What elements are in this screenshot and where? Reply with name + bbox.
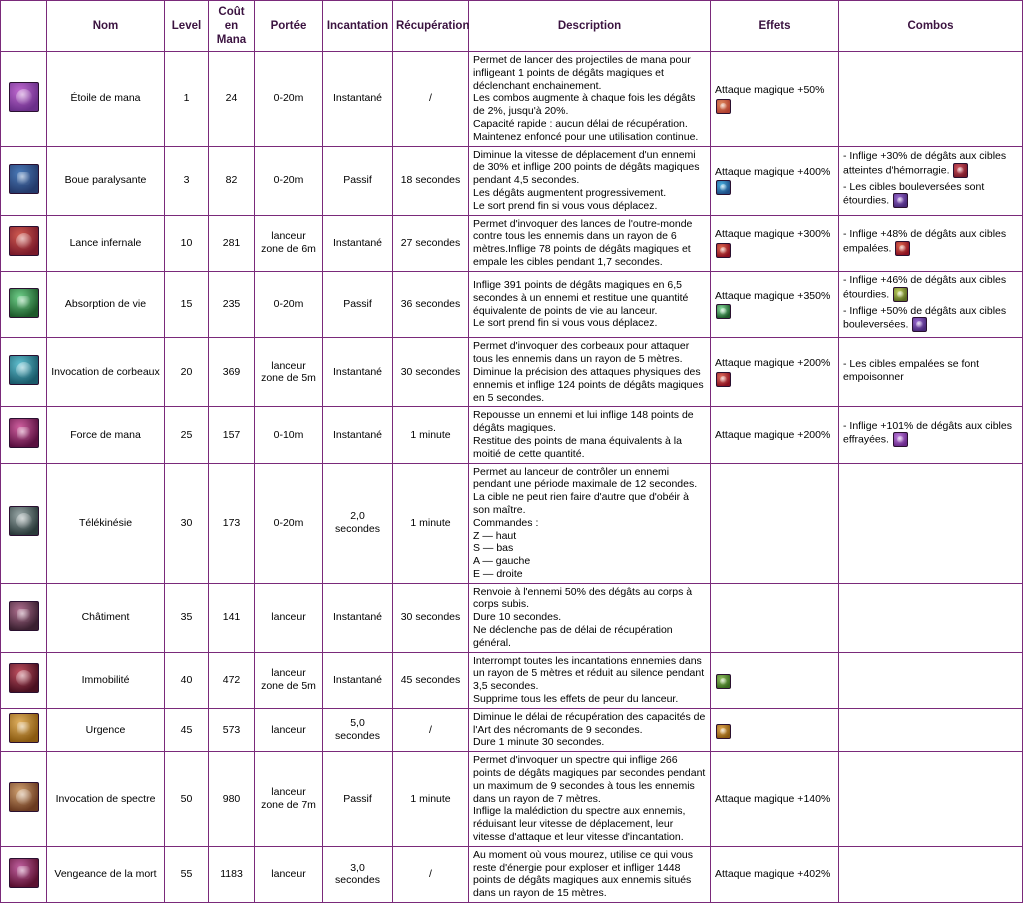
spell-mana-cost: 281 bbox=[209, 215, 255, 271]
combo-etourdi-icon bbox=[893, 287, 908, 302]
combo-line: - Inflige +48% de dégâts aux cibles empalées. bbox=[843, 227, 1007, 254]
effect-icons bbox=[715, 674, 834, 689]
spell-description bbox=[469, 708, 711, 751]
spell-description bbox=[469, 583, 711, 652]
table-row bbox=[1, 338, 1023, 407]
description-line: E — droite bbox=[473, 567, 523, 580]
combo-line: - Inflige +101% de dégâts aux cibles effrayées. bbox=[843, 419, 1012, 446]
table-header bbox=[1, 1, 1023, 52]
effect-line: Attaque magique +200% bbox=[715, 357, 831, 370]
spell-cast-time: 2,0 secondes bbox=[323, 463, 393, 583]
description-line: Le sort prend fin si vous vous déplacez. bbox=[473, 317, 658, 330]
spell-name: Invocation de spectre bbox=[47, 752, 165, 847]
spell-effects bbox=[711, 52, 839, 147]
spell-level: 20 bbox=[165, 338, 209, 407]
combo-line: - Inflige +50% de dégâts aux cibles bouleversées. bbox=[843, 304, 1007, 331]
description-line: Inflige la malédiction du spectre aux ennemis, réduisant leur vitesse de déplacement, leur vitesse d'attaque et leur vitesse d'incantation. bbox=[473, 805, 686, 844]
spell-range: lanceur zone de 7m bbox=[255, 752, 323, 847]
combo-line: - Inflige +46% de dégâts aux cibles étourdies. bbox=[843, 273, 1007, 300]
spell-range: lanceur bbox=[255, 846, 323, 902]
spell-effects bbox=[711, 463, 839, 583]
spell-level: 25 bbox=[165, 407, 209, 463]
spell-mana-cost: 472 bbox=[209, 652, 255, 708]
spell-cast-time: Instantané bbox=[323, 583, 393, 652]
chatiment-icon bbox=[9, 601, 39, 631]
spell-level: 50 bbox=[165, 752, 209, 847]
spell-effects bbox=[711, 583, 839, 652]
description-line: Maintenez enfoncé pour une utilisation continue. bbox=[473, 130, 699, 143]
effect-line: Attaque magique +402% bbox=[715, 868, 831, 881]
vengeance-de-la-mort-icon bbox=[9, 858, 39, 888]
telekinesie-icon bbox=[9, 506, 39, 536]
spell-mana-cost: 157 bbox=[209, 407, 255, 463]
spell-cast-time: Instantané bbox=[323, 652, 393, 708]
description-line: Interrompt toutes les incantations ennemies dans un rayon de 5 mètres et réduit au silence pendant 3,5 secondes. bbox=[473, 654, 705, 693]
spell-cooldown: 1 minute bbox=[393, 463, 469, 583]
spell-icon-cell[interactable] bbox=[1, 583, 47, 652]
spell-icon-cell[interactable] bbox=[1, 146, 47, 215]
spell-mana-cost: 369 bbox=[209, 338, 255, 407]
description-line: Diminue la vitesse de déplacement d'un ennemi de 30% et inflige 200 points de dégâts magiques pendant 4,5 secondes. bbox=[473, 148, 700, 187]
spell-cooldown: 1 minute bbox=[393, 752, 469, 847]
description-line: Les combos augmente à chaque fois les dégâts de 2%, jusqu'à 20%. bbox=[473, 92, 696, 118]
spell-cooldown: 30 secondes bbox=[393, 583, 469, 652]
description-line: Diminue la précision des attaques physiques des ennemis et inflige 124 points de dégâts magiques en 5 secondes. bbox=[473, 365, 704, 404]
header-description: Description bbox=[469, 1, 711, 52]
effet-silence-icon bbox=[716, 674, 731, 689]
spell-level: 55 bbox=[165, 846, 209, 902]
effect-line: Attaque magique +300% bbox=[715, 228, 831, 241]
spell-range: 0-20m bbox=[255, 463, 323, 583]
effet-corbeaux-icon bbox=[716, 372, 731, 387]
header-row bbox=[1, 1, 1023, 52]
spell-cooldown: 27 secondes bbox=[393, 215, 469, 271]
description-line: Z — haut bbox=[473, 529, 517, 542]
spell-combos bbox=[839, 52, 1023, 147]
spell-icon-cell[interactable] bbox=[1, 215, 47, 271]
header-level: Level bbox=[165, 1, 209, 52]
effect-icons bbox=[715, 304, 834, 319]
description-line: Le sort prend fin si vous vous déplacez. bbox=[473, 199, 658, 212]
header-effets: Effets bbox=[711, 1, 839, 52]
table-row bbox=[1, 652, 1023, 708]
effect-line: Attaque magique +50% bbox=[715, 83, 825, 96]
description-line: Permet de lancer des projectiles de mana pour infligeant 1 points de dégâts magiques et déclenchant enchainement. bbox=[473, 54, 691, 92]
spell-mana-cost: 141 bbox=[209, 583, 255, 652]
spell-description bbox=[469, 652, 711, 708]
effet-empalement-icon bbox=[716, 243, 731, 258]
spell-description bbox=[469, 752, 711, 847]
spell-level: 1 bbox=[165, 52, 209, 147]
spell-combos bbox=[839, 215, 1023, 271]
spell-name: Lance infernale bbox=[47, 215, 165, 271]
spell-cast-time: Passif bbox=[323, 752, 393, 847]
spell-mana-cost: 235 bbox=[209, 271, 255, 338]
spell-cooldown: / bbox=[393, 846, 469, 902]
spell-description bbox=[469, 463, 711, 583]
spell-cooldown: / bbox=[393, 52, 469, 147]
effet-attaque-magique-icon bbox=[716, 99, 731, 114]
description-line: S — bas bbox=[473, 542, 514, 555]
spell-description bbox=[469, 271, 711, 338]
spell-cooldown: 36 secondes bbox=[393, 271, 469, 338]
header-portee: Portée bbox=[255, 1, 323, 52]
spell-combos bbox=[839, 652, 1023, 708]
effect-icons bbox=[715, 243, 834, 258]
spell-combos bbox=[839, 846, 1023, 902]
effect-icons bbox=[715, 372, 834, 387]
effect-icons bbox=[715, 724, 834, 739]
spell-effects bbox=[711, 271, 839, 338]
description-line: Permet au lanceur de contrôler un ennemi pendant une période maximale de 12 secondes. bbox=[473, 465, 698, 491]
spell-description bbox=[469, 215, 711, 271]
spell-icon-cell[interactable] bbox=[1, 846, 47, 902]
lance-infernale-icon bbox=[9, 226, 39, 256]
spell-cast-time: Instantané bbox=[323, 215, 393, 271]
header-incantation: Incantation bbox=[323, 1, 393, 52]
description-line: La cible ne peut rien faire d'autre que d'obéir à son maître. bbox=[473, 491, 689, 516]
spell-combos bbox=[839, 271, 1023, 338]
combo-line: - Inflige +30% de dégâts aux cibles atteintes d'hémorragie. bbox=[843, 149, 1007, 176]
description-line: Permet d'invoquer un spectre qui inflige 266 points de dégâts magiques par secondes pendant un maximum de 9 secondes à tous les ennemis dans un rayon de 7 mètres. bbox=[473, 754, 706, 805]
description-line: Repousse un ennemi et lui inflige 148 points de dégâts magiques. bbox=[473, 409, 694, 435]
spell-icon-cell[interactable] bbox=[1, 338, 47, 407]
combo-bouleverse-icon bbox=[912, 317, 927, 332]
spell-name: Immobilité bbox=[47, 652, 165, 708]
spell-level: 45 bbox=[165, 708, 209, 751]
header-cout-line1: Coût bbox=[218, 5, 245, 18]
spell-icon-cell[interactable] bbox=[1, 271, 47, 338]
spell-name: Télékinésie bbox=[47, 463, 165, 583]
effect-line: Attaque magique +350% bbox=[715, 289, 831, 302]
spell-combos bbox=[839, 708, 1023, 751]
table-row bbox=[1, 583, 1023, 652]
effect-icons bbox=[715, 99, 834, 114]
spell-cast-time: Passif bbox=[323, 271, 393, 338]
description-line: Au moment où vous mourez, utilise ce qui vous reste d'énergie pour exploser et infliger 1448 points de dégâts magiques aux ennemis situés dans un rayon de 15 mètres. bbox=[473, 848, 694, 900]
spell-level: 40 bbox=[165, 652, 209, 708]
force-de-mana-icon bbox=[9, 418, 39, 448]
absorption-de-vie-icon bbox=[9, 288, 39, 318]
spell-range: lanceur zone de 6m bbox=[255, 215, 323, 271]
spell-name: Boue paralysante bbox=[47, 146, 165, 215]
spell-name: Châtiment bbox=[47, 583, 165, 652]
spell-cast-time: Instantané bbox=[323, 338, 393, 407]
spell-cast-time: Instantané bbox=[323, 52, 393, 147]
spell-range: lanceur bbox=[255, 583, 323, 652]
spell-mana-cost: 173 bbox=[209, 463, 255, 583]
description-line: Ne déclenche pas de délai de récupération général. bbox=[473, 624, 673, 649]
spell-level: 30 bbox=[165, 463, 209, 583]
spell-cooldown: 45 secondes bbox=[393, 652, 469, 708]
spell-effects bbox=[711, 752, 839, 847]
spell-range: lanceur bbox=[255, 708, 323, 751]
description-line: Inflige 391 points de dégâts magiques en 6,5 secondes à un ennemi et restitue une quantité équivalente de points de vie au lanceur. bbox=[473, 278, 689, 317]
spell-description bbox=[469, 146, 711, 215]
effect-line: Attaque magique +400% bbox=[715, 165, 831, 178]
effect-icons bbox=[715, 180, 834, 195]
spell-name: Force de mana bbox=[47, 407, 165, 463]
spell-icon-cell[interactable] bbox=[1, 463, 47, 583]
spell-cast-time: Passif bbox=[323, 146, 393, 215]
table-row bbox=[1, 752, 1023, 847]
spell-cast-time: 3,0 secondes bbox=[323, 846, 393, 902]
header-nom: Nom bbox=[47, 1, 165, 52]
table-row bbox=[1, 146, 1023, 215]
spell-effects bbox=[711, 407, 839, 463]
header-cout-line3: Mana bbox=[216, 34, 247, 46]
table-row bbox=[1, 463, 1023, 583]
spell-mana-cost: 24 bbox=[209, 52, 255, 147]
spell-name: Vengeance de la mort bbox=[47, 846, 165, 902]
spell-cooldown: 1 minute bbox=[393, 407, 469, 463]
effet-magique-bleu-icon bbox=[716, 180, 731, 195]
etoile-de-mana-icon bbox=[9, 82, 39, 112]
description-line: Restitue des points de mana équivalents à la moitié de cette quantité. bbox=[473, 434, 682, 460]
header-cout-en-mana bbox=[209, 1, 255, 52]
description-line: Diminue le délai de récupération des capacités de l'Art des nécromants de 9 secondes. bbox=[473, 710, 706, 736]
effect-line: Attaque magique +200% bbox=[715, 428, 831, 441]
description-line: Permet d'invoquer des lances de l'outre-monde contre tous les ennemis dans un rayon de 6 mètres.Inflige 78 points de dégâts magiques et empale les cibles pendant 1,7 secondes. bbox=[473, 217, 693, 268]
spell-combos bbox=[839, 583, 1023, 652]
effet-absorption-icon bbox=[716, 304, 731, 319]
combo-effraye-icon bbox=[893, 432, 908, 447]
combo-bouleverse-icon bbox=[893, 193, 908, 208]
header-combos: Combos bbox=[839, 1, 1023, 52]
immobilite-icon bbox=[9, 663, 39, 693]
spell-icon-cell[interactable] bbox=[1, 708, 47, 751]
spell-description bbox=[469, 52, 711, 147]
invocation-de-corbeaux-icon bbox=[9, 355, 39, 385]
spell-level: 10 bbox=[165, 215, 209, 271]
table-row bbox=[1, 271, 1023, 338]
table-row bbox=[1, 708, 1023, 751]
spell-combos bbox=[839, 463, 1023, 583]
spell-icon-cell[interactable] bbox=[1, 752, 47, 847]
description-line: Commandes : bbox=[473, 516, 539, 529]
spell-mana-cost: 82 bbox=[209, 146, 255, 215]
spell-icon-cell[interactable] bbox=[1, 652, 47, 708]
table-body bbox=[1, 52, 1023, 903]
spell-mana-cost: 980 bbox=[209, 752, 255, 847]
spell-name: Urgence bbox=[47, 708, 165, 751]
spell-effects bbox=[711, 146, 839, 215]
header-recuperation: Récupération bbox=[393, 1, 469, 52]
spell-range: lanceur zone de 5m bbox=[255, 652, 323, 708]
spell-cast-time: Instantané bbox=[323, 407, 393, 463]
header-icon bbox=[1, 1, 47, 52]
combo-empale-icon bbox=[895, 241, 910, 256]
description-line: A — gauche bbox=[473, 555, 531, 568]
spell-effects bbox=[711, 708, 839, 751]
spell-description bbox=[469, 846, 711, 902]
description-line: Permet d'invoquer des corbeaux pour attaquer tous les ennemis dans un rayon de 5 mètres. bbox=[473, 340, 690, 366]
spell-icon-cell[interactable] bbox=[1, 407, 47, 463]
spell-range: 0-10m bbox=[255, 407, 323, 463]
spell-level: 15 bbox=[165, 271, 209, 338]
description-line: Dure 10 secondes. bbox=[473, 611, 562, 624]
combo-line: - Les cibles bouleversées sont étourdies. bbox=[843, 180, 985, 207]
header-cout-line2: en bbox=[224, 19, 239, 32]
spell-effects bbox=[711, 846, 839, 902]
urgence-icon bbox=[9, 713, 39, 743]
description-line: Supprime tous les effets de peur du lanceur. bbox=[473, 693, 679, 706]
description-line: Capacité rapide : aucun délai de récupération. bbox=[473, 117, 688, 130]
combo-line: - Les cibles empalées se font empoisonner bbox=[843, 358, 979, 383]
spell-cooldown: / bbox=[393, 708, 469, 751]
spell-combos bbox=[839, 146, 1023, 215]
spell-range: lanceur zone de 5m bbox=[255, 338, 323, 407]
boue-paralysante-icon bbox=[9, 164, 39, 194]
spell-name: Étoile de mana bbox=[47, 52, 165, 147]
spell-combos bbox=[839, 752, 1023, 847]
table-row bbox=[1, 846, 1023, 902]
table-row bbox=[1, 52, 1023, 147]
spell-description bbox=[469, 338, 711, 407]
spell-effects bbox=[711, 215, 839, 271]
spell-description bbox=[469, 407, 711, 463]
spell-level: 35 bbox=[165, 583, 209, 652]
spell-range: 0-20m bbox=[255, 146, 323, 215]
spell-mana-cost: 1183 bbox=[209, 846, 255, 902]
invocation-de-spectre-icon bbox=[9, 782, 39, 812]
description-line: Dure 1 minute 30 secondes. bbox=[473, 736, 605, 749]
spell-combos bbox=[839, 338, 1023, 407]
spell-cast-time: 5,0 secondes bbox=[323, 708, 393, 751]
spell-cooldown: 30 secondes bbox=[393, 338, 469, 407]
spell-combos bbox=[839, 407, 1023, 463]
table-row bbox=[1, 407, 1023, 463]
spell-name: Invocation de corbeaux bbox=[47, 338, 165, 407]
description-line: Renvoie à l'ennemi 50% des dégâts au corps à corps subis. bbox=[473, 585, 693, 611]
spell-effects bbox=[711, 652, 839, 708]
spell-icon-cell[interactable] bbox=[1, 52, 47, 147]
spell-effects bbox=[711, 338, 839, 407]
spell-mana-cost: 573 bbox=[209, 708, 255, 751]
spell-name: Absorption de vie bbox=[47, 271, 165, 338]
effect-line: Attaque magique +140% bbox=[715, 792, 831, 805]
combo-hemorragie-icon bbox=[953, 163, 968, 178]
description-line: Les dégâts augmentent progressivement. bbox=[473, 186, 667, 199]
table-row bbox=[1, 215, 1023, 271]
spell-range: 0-20m bbox=[255, 271, 323, 338]
effet-urgence-icon bbox=[716, 724, 731, 739]
spell-level: 3 bbox=[165, 146, 209, 215]
spell-range: 0-20m bbox=[255, 52, 323, 147]
spell-cooldown: 18 secondes bbox=[393, 146, 469, 215]
